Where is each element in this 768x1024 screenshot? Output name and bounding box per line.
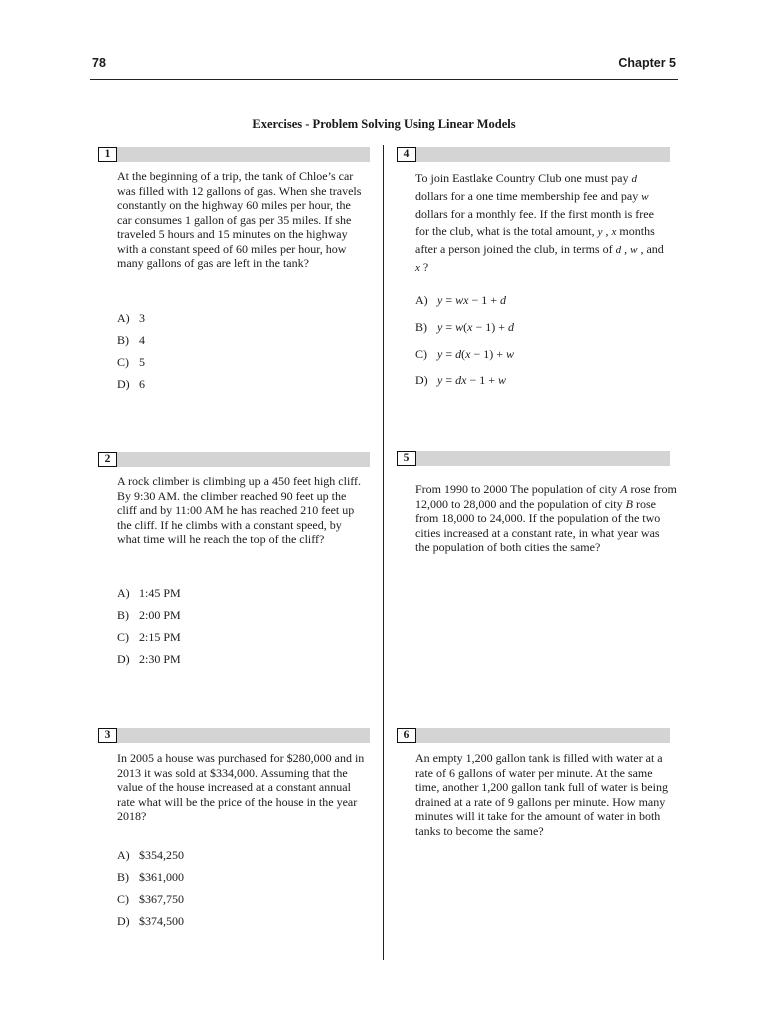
formula-part: dx — [455, 373, 467, 387]
variable-w: w — [630, 244, 638, 256]
q4-text-part: months after a person joined the club, in terms of — [415, 224, 655, 256]
question-2-choice-a[interactable] — [117, 586, 181, 600]
question-3-choice-a[interactable] — [117, 848, 184, 862]
choice-label: A) — [117, 311, 130, 325]
formula-part: d — [507, 320, 514, 334]
choice-text: $367,750 — [139, 892, 184, 906]
question-1-text: At the beginning of a trip, the tank of Chloe’s car was filled with 12 gallons of gas. When she travels constantly on the highway 60 miles per hour, the car consumes 1 gallon of gas per 35 miles. If she traveled 5 hours and 15 minutes on the highway with a constant speed of 60 miles per hour, how many gallons of gas are left in the tank? — [117, 169, 362, 270]
page-number: 78 — [92, 56, 106, 70]
question-6-bar — [397, 728, 670, 743]
choice-text: 2:00 PM — [139, 608, 181, 622]
variable-x: x — [611, 226, 617, 238]
formula-part: − 1 + — [466, 373, 498, 387]
question-3-choice-c[interactable] — [117, 892, 184, 906]
column-divider — [383, 145, 384, 960]
question-6-number: 6 — [397, 728, 416, 743]
question-2-number: 2 — [98, 452, 117, 467]
q4-text-part: , — [605, 224, 609, 238]
question-1-choice-b[interactable] — [117, 333, 145, 347]
formula-part: − 1) + — [472, 320, 508, 334]
choice-text: $361,000 — [139, 870, 184, 884]
q5-text-part: rose from 18,000 to 24,000. If the population of the two cities increased at a constant rate, in what year was the population of both cities the same? — [415, 496, 661, 554]
question-2-choice-c[interactable] — [117, 630, 181, 644]
question-5-text — [415, 482, 677, 555]
choice-label: D) — [117, 914, 130, 928]
formula-part: − 1) + — [470, 347, 506, 361]
choice-text: 6 — [139, 377, 145, 391]
question-4-choice-c[interactable] — [415, 347, 514, 361]
question-6-text: An empty 1,200 gallon tank is filled with water at a rate of 6 gallons of water per minute. At the same time, another 1,200 gallon tank full of water is being drained at a rate of 9 gallons per minute. How many minutes will it take for the amount of water in both tanks to become the same? — [415, 751, 668, 838]
formula-part: wx — [455, 293, 469, 307]
choice-label: C) — [117, 355, 129, 369]
choice-label: D) — [415, 373, 428, 387]
choice-label: B) — [117, 608, 129, 622]
question-2-text: A rock climber is climbing up a 450 feet high cliff. By 9:30 AM. the climber reached 90 feet up the cliff and by 11:00 AM he has reached 210 feet up the cliff. If he climbs with a constant speed, by what time will he reach the top of the cliff? — [117, 474, 362, 546]
formula-part: w — [455, 320, 464, 334]
formula-part: ( — [463, 320, 468, 334]
question-4-choice-b[interactable] — [415, 320, 514, 334]
question-3-text: In 2005 a house was purchased for $280,000 and in 2013 it was sold at $334,000. Assuming that the value of the house increased at a constant annual rate what will be the price of the house in the year 2018? — [117, 751, 365, 823]
choice-text: 5 — [139, 355, 145, 369]
choice-label: B) — [117, 333, 129, 347]
choice-text: 3 — [139, 311, 145, 325]
formula-part: = — [442, 373, 456, 387]
question-5-number: 5 — [397, 451, 416, 466]
variable-x: x — [415, 262, 420, 274]
variable-d: d — [615, 244, 622, 256]
question-2-choice-b[interactable] — [117, 608, 181, 622]
variable-d: d — [631, 173, 637, 185]
formula-part: y — [437, 293, 443, 307]
formula-part: y — [437, 373, 443, 387]
choice-label: A) — [117, 848, 130, 862]
question-1-choice-c[interactable] — [117, 355, 145, 369]
choice-label: B) — [117, 870, 129, 884]
formula-part: w — [505, 347, 514, 361]
formula-part: = — [442, 347, 456, 361]
question-3-choice-d[interactable] — [117, 914, 184, 928]
header-rule — [90, 79, 678, 80]
formula-part: x — [467, 320, 473, 334]
q5-text-part: From 1990 to 2000 The population of city — [415, 482, 618, 496]
page-title: Exercises - Problem Solving Using Linear Models — [252, 117, 516, 131]
question-4-choice-a[interactable] — [415, 293, 506, 307]
question-2-bar — [98, 452, 370, 467]
city-a-label: A — [620, 482, 628, 496]
question-5-bar — [397, 451, 670, 466]
q4-text-part: dollars for a monthly fee. If the first month is free for the club, what is the total amount, — [415, 207, 654, 238]
question-4-choice-d[interactable] — [415, 373, 506, 387]
formula-part: − 1 + — [468, 293, 500, 307]
q4-text-part: ? — [422, 260, 429, 274]
question-4-bar — [397, 147, 670, 162]
question-3-choice-b[interactable] — [117, 870, 184, 884]
question-1-choice-d[interactable] — [117, 377, 145, 391]
choice-label: D) — [117, 652, 130, 666]
choice-label: C) — [117, 630, 129, 644]
formula-part: y — [437, 347, 443, 361]
q4-text-part: To join Eastlake Country Club one must pay — [415, 171, 629, 185]
question-1-number: 1 — [98, 147, 117, 162]
question-4-text — [415, 170, 669, 277]
formula-part: = — [442, 293, 456, 307]
city-b-label: B — [625, 496, 633, 511]
formula-part: x — [465, 347, 471, 361]
choice-label: D) — [117, 377, 130, 391]
choice-text: $354,250 — [139, 848, 184, 862]
choice-text: 2:30 PM — [139, 652, 181, 666]
formula-part: d — [500, 293, 506, 307]
formula-part: = — [442, 320, 456, 334]
variable-y: y — [597, 226, 603, 238]
question-4-number: 4 — [397, 147, 416, 162]
q4-text-part: , — [624, 242, 628, 256]
formula-part: d — [455, 347, 462, 361]
q5-text-part: rose from 12,000 to 28,000 and the population of city — [415, 482, 677, 511]
choice-text: 2:15 PM — [139, 630, 181, 644]
formula-part: ( — [461, 347, 466, 361]
question-1-bar — [98, 147, 370, 162]
choice-text: 1:45 PM — [139, 586, 181, 600]
formula-part: y — [437, 320, 443, 334]
choice-label: B) — [415, 320, 427, 334]
chapter-label: Chapter 5 — [618, 56, 676, 70]
question-1-choice-a[interactable] — [117, 311, 145, 325]
variable-w: w — [641, 191, 649, 203]
question-3-bar — [98, 728, 370, 743]
formula-part: w — [497, 373, 506, 387]
q4-text-part: dollars for a one time membership fee and pay — [415, 189, 639, 203]
choice-label: C) — [415, 347, 427, 361]
choice-label: A) — [117, 586, 130, 600]
choice-label: C) — [117, 892, 129, 906]
q4-text-part: , and — [640, 242, 664, 256]
question-2-choice-d[interactable] — [117, 652, 181, 666]
choice-label: A) — [415, 293, 428, 307]
choice-text: 4 — [139, 333, 145, 347]
choice-text: $374,500 — [139, 914, 184, 928]
question-3-number: 3 — [98, 728, 117, 743]
